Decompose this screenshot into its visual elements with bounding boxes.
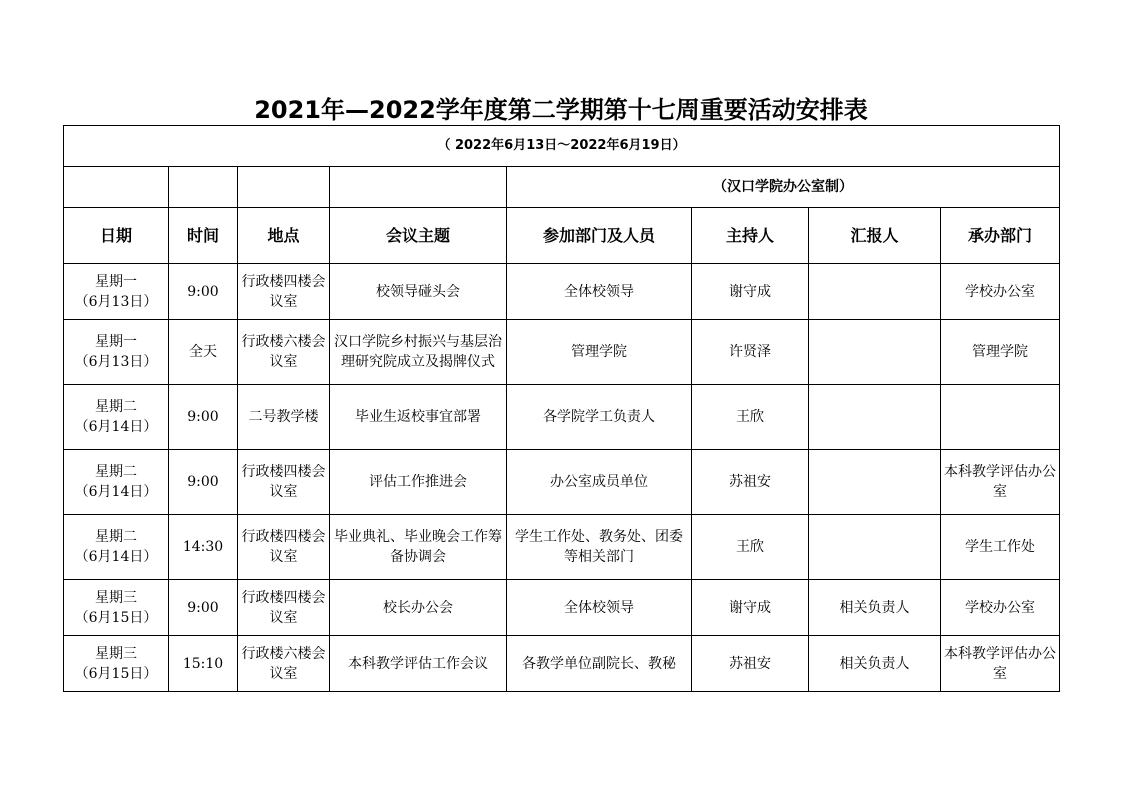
cell-reporter: 相关负责人 — [809, 580, 941, 636]
cell-topic: 校领导碰头会 — [330, 264, 507, 320]
cell-date — [64, 320, 169, 385]
cell-reporter: 相关负责人 — [809, 636, 941, 692]
cell-attendees: 学生工作处、教务处、团委等相关部门 — [507, 515, 692, 580]
cell-host: 许贤泽 — [692, 320, 809, 385]
cell-attendees: 各教学单位副院长、教秘 — [507, 636, 692, 692]
cell-organizer: 管理学院 — [941, 320, 1060, 385]
cell-host: 苏祖安 — [692, 450, 809, 515]
maker-label: （汉口学院办公室制） — [507, 167, 1060, 208]
cell-place: 行政楼四楼会议室 — [238, 450, 330, 515]
cell-organizer: 学生工作处 — [941, 515, 1060, 580]
weekday: 星期二 — [95, 529, 137, 545]
cell-date — [64, 450, 169, 515]
cell-organizer: 学校办公室 — [941, 580, 1060, 636]
cell-host: 谢守成 — [692, 264, 809, 320]
cell-reporter — [809, 320, 941, 385]
cell-organizer: 学校办公室 — [941, 264, 1060, 320]
cell-topic: 评估工作推进会 — [330, 450, 507, 515]
table-row — [64, 636, 1060, 692]
cell-place: 二号教学楼 — [238, 385, 330, 450]
cell-place: 行政楼四楼会议室 — [238, 515, 330, 580]
cell-place: 行政楼六楼会议室 — [238, 636, 330, 692]
table-row — [64, 450, 1060, 515]
cell-place: 行政楼四楼会议室 — [238, 580, 330, 636]
cell-time: 9:00 — [169, 580, 238, 636]
header-attendees: 参加部门及人员 — [507, 208, 692, 264]
weekday: 星期二 — [95, 399, 137, 415]
date: （6月14日） — [74, 549, 158, 565]
table-row — [64, 264, 1060, 320]
cell-attendees: 办公室成员单位 — [507, 450, 692, 515]
cell-place: 行政楼四楼会议室 — [238, 264, 330, 320]
cell-reporter — [809, 385, 941, 450]
cell-time: 14:30 — [169, 515, 238, 580]
cell-date — [64, 264, 169, 320]
maker-row — [64, 167, 1060, 208]
cell-host: 苏祖安 — [692, 636, 809, 692]
blank-cell — [169, 167, 238, 208]
cell-date — [64, 636, 169, 692]
cell-organizer: 本科教学评估办公室 — [941, 450, 1060, 515]
date: （6月14日） — [74, 419, 158, 435]
cell-reporter — [809, 450, 941, 515]
cell-topic: 校长办公会 — [330, 580, 507, 636]
cell-organizer: 本科教学评估办公室 — [941, 636, 1060, 692]
cell-topic: 汉口学院乡村振兴与基层治理研究院成立及揭牌仪式 — [330, 320, 507, 385]
cell-date — [64, 580, 169, 636]
cell-attendees: 全体校领导 — [507, 580, 692, 636]
table-row — [64, 580, 1060, 636]
cell-reporter — [809, 515, 941, 580]
blank-cell — [330, 167, 507, 208]
blank-cell — [64, 167, 169, 208]
cell-time: 9:00 — [169, 385, 238, 450]
header-place: 地点 — [238, 208, 330, 264]
cell-time: 9:00 — [169, 450, 238, 515]
header-time: 时间 — [169, 208, 238, 264]
cell-reporter — [809, 264, 941, 320]
page-title: 2021年—2022学年度第二学期第十七周重要活动安排表 — [254, 96, 868, 124]
weekday: 星期一 — [95, 273, 137, 290]
table-row — [64, 515, 1060, 580]
cell-place: 行政楼六楼会议室 — [238, 320, 330, 385]
header-row — [64, 208, 1060, 264]
cell-attendees: 管理学院 — [507, 320, 692, 385]
header-reporter: 汇报人 — [809, 208, 941, 264]
table-row — [64, 320, 1060, 385]
cell-host: 谢守成 — [692, 580, 809, 636]
date: （6月15日） — [74, 665, 158, 682]
header-organizer: 承办部门 — [941, 208, 1060, 264]
weekday: 星期三 — [95, 645, 137, 662]
header-host: 主持人 — [692, 208, 809, 264]
weekday: 星期二 — [95, 464, 137, 480]
cell-topic: 毕业典礼、毕业晚会工作筹备协调会 — [330, 515, 507, 580]
date-range: （ 2022年6月13日～2022年6月19日） — [64, 126, 1060, 167]
blank-cell — [238, 167, 330, 208]
cell-organizer — [941, 385, 1060, 450]
date: （6月15日） — [74, 609, 158, 626]
cell-time: 9:00 — [169, 264, 238, 320]
header-date: 日期 — [64, 208, 169, 264]
table-row — [64, 385, 1060, 450]
cell-attendees: 各学院学工负责人 — [507, 385, 692, 450]
date: （6月14日） — [74, 484, 158, 500]
weekday: 星期三 — [95, 589, 137, 606]
cell-host: 王欣 — [692, 515, 809, 580]
cell-host: 王欣 — [692, 385, 809, 450]
schedule-table — [63, 125, 1060, 692]
cell-time: 全天 — [169, 320, 238, 385]
cell-topic: 毕业生返校事宜部署 — [330, 385, 507, 450]
weekday: 星期一 — [95, 334, 137, 350]
cell-attendees: 全体校领导 — [507, 264, 692, 320]
cell-time: 15:10 — [169, 636, 238, 692]
cell-topic: 本科教学评估工作会议 — [330, 636, 507, 692]
date: （6月13日） — [74, 354, 158, 370]
header-topic: 会议主题 — [330, 208, 507, 264]
date-range-row — [64, 126, 1060, 167]
cell-date — [64, 385, 169, 450]
date: （6月13日） — [74, 293, 158, 310]
cell-date — [64, 515, 169, 580]
